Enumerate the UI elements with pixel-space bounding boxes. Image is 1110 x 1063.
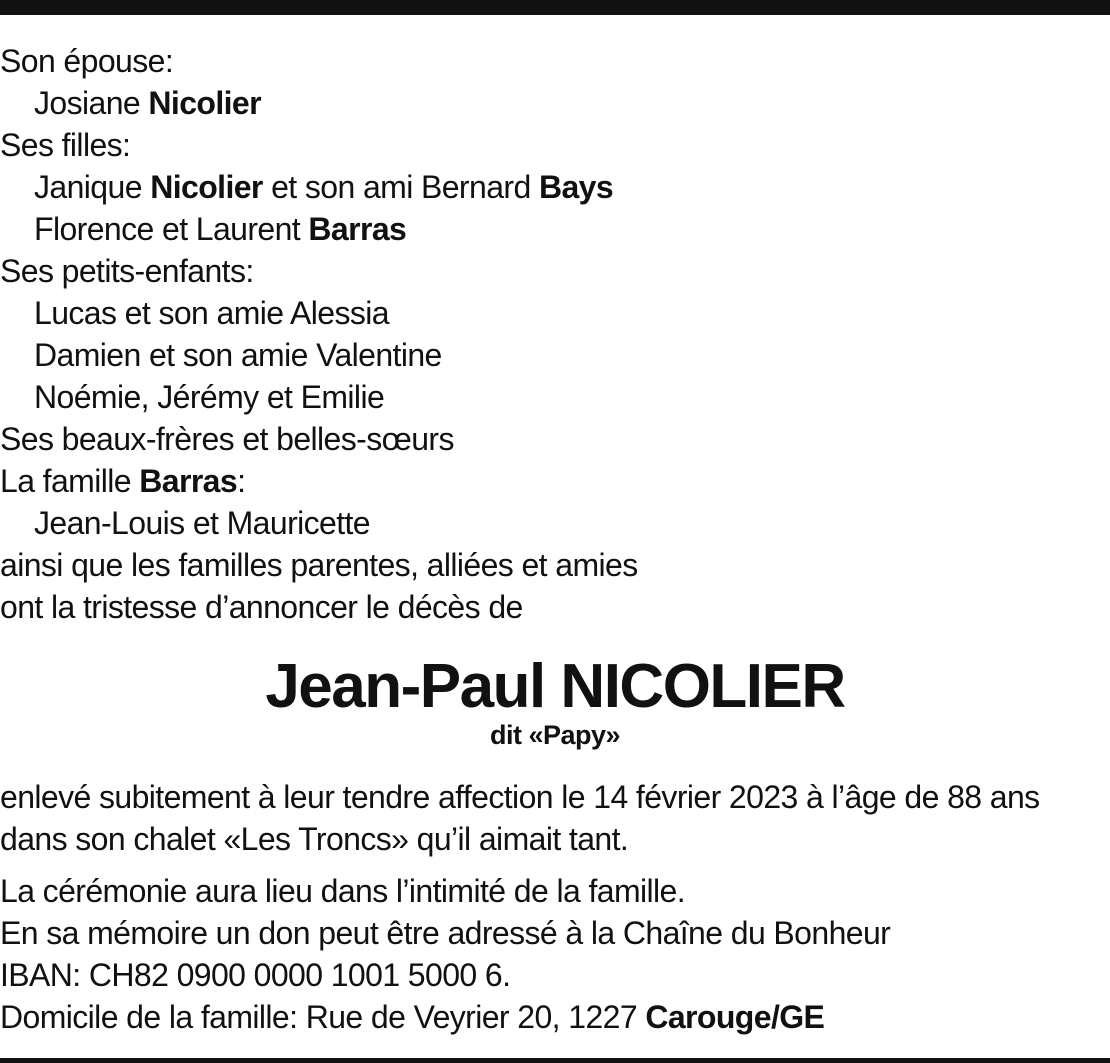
spouse-heading: Son épouse: bbox=[0, 43, 174, 79]
announcement-line: ont la tristesse d’annoncer le décès de bbox=[0, 589, 523, 625]
death-details bbox=[0, 776, 1110, 860]
deceased-name: Jean-Paul NICOLIER bbox=[265, 652, 845, 721]
barras-prefix: La famille bbox=[0, 463, 131, 499]
deceased-block bbox=[0, 650, 1110, 750]
ceremony-info bbox=[0, 870, 1110, 1038]
daughter1-first-name: Janique bbox=[34, 169, 142, 205]
deceased-nickname: dit «Papy» bbox=[489, 720, 621, 750]
daughter2-line bbox=[0, 208, 1110, 250]
domicile-address: Domicile de la famille: Rue de Veyrier 20, 1227 bbox=[0, 999, 638, 1035]
bottom-border-rule bbox=[0, 1058, 1110, 1063]
daughter2-first-names: Florence et Laurent bbox=[34, 211, 301, 247]
donation-line: En sa mémoire un don peut être adressé à la Chaîne du Bonheur bbox=[0, 915, 891, 951]
details-line-2: dans son chalet «Les Troncs» qu’il aimait tant. bbox=[0, 821, 629, 857]
daughter1-partner-last-name: Bays bbox=[538, 169, 614, 205]
grandchild-line: Noémie, Jérémy et Emilie bbox=[34, 379, 385, 415]
daughter1-last-name: Nicolier bbox=[150, 169, 263, 205]
spouse-line bbox=[0, 82, 1110, 124]
grandchild-line: Damien et son amie Valentine bbox=[34, 337, 442, 373]
grandchildren-heading: Ses petits-enfants: bbox=[0, 253, 254, 289]
ceremony-line: La cérémonie aura lieu dans l’intimité de la famille. bbox=[0, 873, 686, 909]
daughter1-line bbox=[0, 166, 1110, 208]
barras-suffix: : bbox=[237, 463, 246, 499]
barras-members-line: Jean-Louis et Mauricette bbox=[34, 505, 371, 541]
barras-family-line bbox=[0, 460, 1110, 502]
inlaws-line: Ses beaux-frères et belles-sœurs bbox=[0, 421, 454, 457]
family-list bbox=[0, 40, 1110, 628]
top-border-rule bbox=[0, 0, 1110, 15]
domicile-city: Carouge/GE bbox=[645, 999, 825, 1035]
domicile-line bbox=[0, 996, 1110, 1038]
barras-name: Barras bbox=[139, 463, 238, 499]
grandchild-line: Lucas et son amie Alessia bbox=[34, 295, 389, 331]
iban-line: IBAN: CH82 0900 0000 1001 5000 6. bbox=[0, 957, 511, 993]
extended-family-line: ainsi que les familles parentes, alliées et amies bbox=[0, 547, 638, 583]
daughter1-partner: et son ami Bernard bbox=[271, 169, 531, 205]
daughter2-last-name: Barras bbox=[308, 211, 407, 247]
daughters-heading: Ses filles: bbox=[0, 127, 131, 163]
details-line-1: enlevé subitement à leur tendre affection le 14 février 2023 à l’âge de 88 ans bbox=[0, 779, 1040, 815]
spouse-first-name: Josiane bbox=[34, 85, 141, 121]
spouse-last-name: Nicolier bbox=[148, 85, 261, 121]
